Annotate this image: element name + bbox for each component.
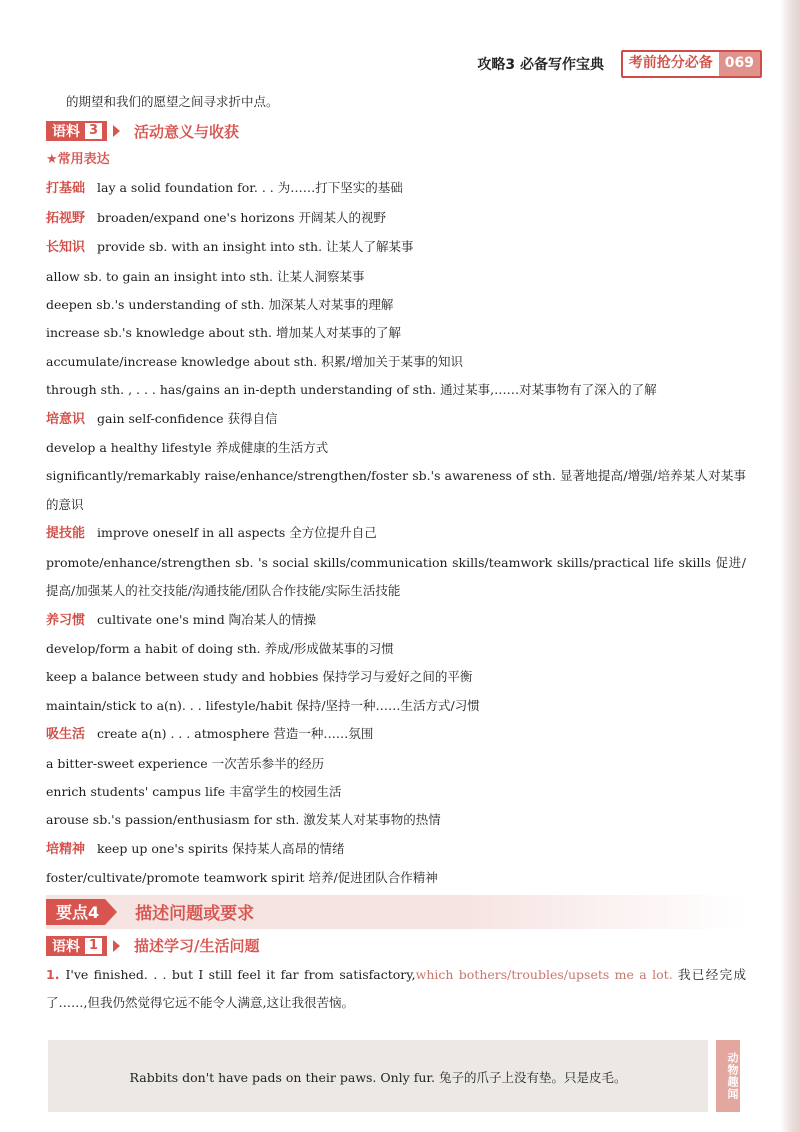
- section-3-label: [46, 121, 107, 141]
- keypoint-4-heading: [46, 895, 746, 929]
- expression-line: [46, 778, 746, 806]
- section-label-text: 语料: [52, 938, 80, 955]
- expression-text: keep up one's spirits 保持某人高昂的情绪: [97, 840, 345, 856]
- play-arrow-icon: [113, 940, 120, 952]
- section-title: 活动意义与收获: [134, 122, 240, 141]
- section-1-label: [46, 936, 107, 956]
- expression-line: [46, 319, 746, 347]
- expression-line: [46, 692, 746, 720]
- category-tag: 培精神: [46, 841, 86, 857]
- expression-line: [46, 750, 746, 778]
- section-number: 1: [84, 937, 103, 955]
- expression-line: [46, 835, 746, 864]
- expression-text: enrich students' campus life 丰富学生的校园生活: [46, 783, 342, 799]
- intro-line: 的期望和我们的愿望之间寻求折中点。: [66, 94, 279, 109]
- page-content: [46, 88, 746, 1017]
- fun-fact-box: [48, 1040, 708, 1112]
- section-3-heading: [46, 116, 746, 146]
- expression-line: [46, 864, 746, 892]
- expression-text: broaden/expand one's horizons 开阔某人的视野: [97, 209, 386, 225]
- expression-line: [46, 635, 746, 663]
- expression-text: deepen sb.'s understanding of sth. 加深某人对某事的理解: [46, 297, 394, 313]
- expression-line: [46, 376, 746, 404]
- page-header: [0, 48, 800, 80]
- expression-line: [46, 263, 746, 291]
- expression-text: create a(n) . . . atmosphere 营造一种……氛围: [97, 726, 374, 742]
- expression-text: maintain/stick to a(n). . . lifestyle/habit 保持/坚持一种……生活方式/习惯: [46, 697, 480, 713]
- expression-line: [46, 174, 746, 203]
- expression-line: [46, 233, 746, 262]
- category-tag: 培意识: [46, 411, 86, 427]
- expression-text: develop/form a habit of doing sth. 养成/形成做某事的习惯: [46, 640, 394, 656]
- expression-text: accumulate/increase knowledge about sth. 积累/增加关于某事的知识: [46, 353, 463, 369]
- item-translation: 我已经完成了……,但我仍然觉得它远不能令人满意,这让我很苦恼。: [46, 966, 746, 1010]
- expression-line: [46, 549, 746, 606]
- expression-line: [46, 720, 746, 749]
- expression-text: a bitter-sweet experience 一次苦乐参半的经历: [46, 755, 325, 771]
- expression-text: through sth. , . . . has/gains an in-depth understanding of sth. 通过某事,……对某事物有了深入的了解: [46, 382, 657, 398]
- expression-text: arouse sb.'s passion/enthusiasm for sth. 激发某人对某事物的热情: [46, 812, 441, 828]
- section-1-heading: [46, 931, 746, 961]
- expression-line: [46, 519, 746, 548]
- expression-text: allow sb. to gain an insight into sth. 让某人洞察某事: [46, 268, 365, 284]
- section-title: 描述学习/生活问题: [134, 937, 260, 956]
- expression-text: increase sb.'s knowledge about sth. 增加某人对某事的了解: [46, 325, 401, 341]
- keypoint-title: 描述问题或要求: [135, 904, 255, 925]
- keypoint-label: 要点4: [46, 899, 105, 925]
- common-expressions-subhead: ★常用表达: [46, 152, 110, 168]
- expression-text: keep a balance between study and hobbies 保持学习与爱好之间的平衡: [46, 669, 473, 685]
- chevron-right-icon: [105, 899, 117, 925]
- expression-text: provide sb. with an insight into sth. 让某人了解某事: [97, 239, 414, 255]
- chapter-title: 攻略3 必备写作宝典: [477, 57, 604, 73]
- category-tag: 长知识: [46, 240, 86, 256]
- expression-line: [46, 663, 746, 691]
- item-highlight: which bothers/troubles/upsets me a lot.: [415, 966, 673, 982]
- expression-line: [46, 806, 746, 834]
- category-tag: 打基础: [46, 181, 86, 197]
- expression-text: lay a solid foundation for. . . 为……打下坚实的基础: [97, 180, 403, 196]
- fun-fact-tab: 动物趣闻: [716, 1040, 740, 1112]
- expression-line: [46, 434, 746, 462]
- page-number: 069: [719, 52, 760, 76]
- expression-text: cultivate one's mind 陶冶某人的情操: [97, 611, 317, 627]
- expression-list: [46, 174, 746, 892]
- category-tag: 拓视野: [46, 210, 86, 226]
- expression-line: [46, 204, 746, 233]
- header-badge: [621, 50, 762, 78]
- fun-fact-text: Rabbits don't have pads on their paws. Only fur. 兔子的爪子上没有垫。只是皮毛。: [129, 1070, 627, 1085]
- expression-text: promote/enhance/strengthen sb. 's social skills/communication skills/teamwork skills/practical life skills 促进/提高/加强某人的社交技能/沟通技能/团队合作技能/实际生活技能: [46, 554, 746, 599]
- section-label-text: 语料: [52, 124, 80, 141]
- expression-text: gain self-confidence 获得自信: [97, 410, 278, 426]
- play-arrow-icon: [113, 125, 120, 137]
- item-text: I've finished. . . but I still feel it far from satisfactory,: [65, 966, 416, 982]
- expression-text: foster/cultivate/promote teamwork spirit 培养/促进团队合作精神: [46, 870, 438, 886]
- expression-line: [46, 291, 746, 319]
- section-number: 3: [84, 122, 103, 140]
- expression-text: significantly/remarkably raise/enhance/strengthen/foster sb.'s awareness of sth. 显著地提高/增强/培养某人对某事的意识: [46, 468, 746, 512]
- item-number: 1.: [46, 966, 60, 982]
- expression-text: develop a healthy lifestyle 养成健康的生活方式: [46, 440, 329, 456]
- example-item-1: [46, 961, 746, 1018]
- expression-line: [46, 348, 746, 376]
- badge-label: 考前抢分必备: [623, 52, 719, 76]
- expression-line: [46, 462, 746, 519]
- category-tag: 吸生活: [46, 727, 86, 743]
- expression-text: improve oneself in all aspects 全方位提升自己: [97, 525, 377, 541]
- category-tag: 提技能: [46, 526, 86, 542]
- expression-line: [46, 405, 746, 434]
- category-tag: 养习惯: [46, 612, 86, 628]
- expression-line: [46, 606, 746, 635]
